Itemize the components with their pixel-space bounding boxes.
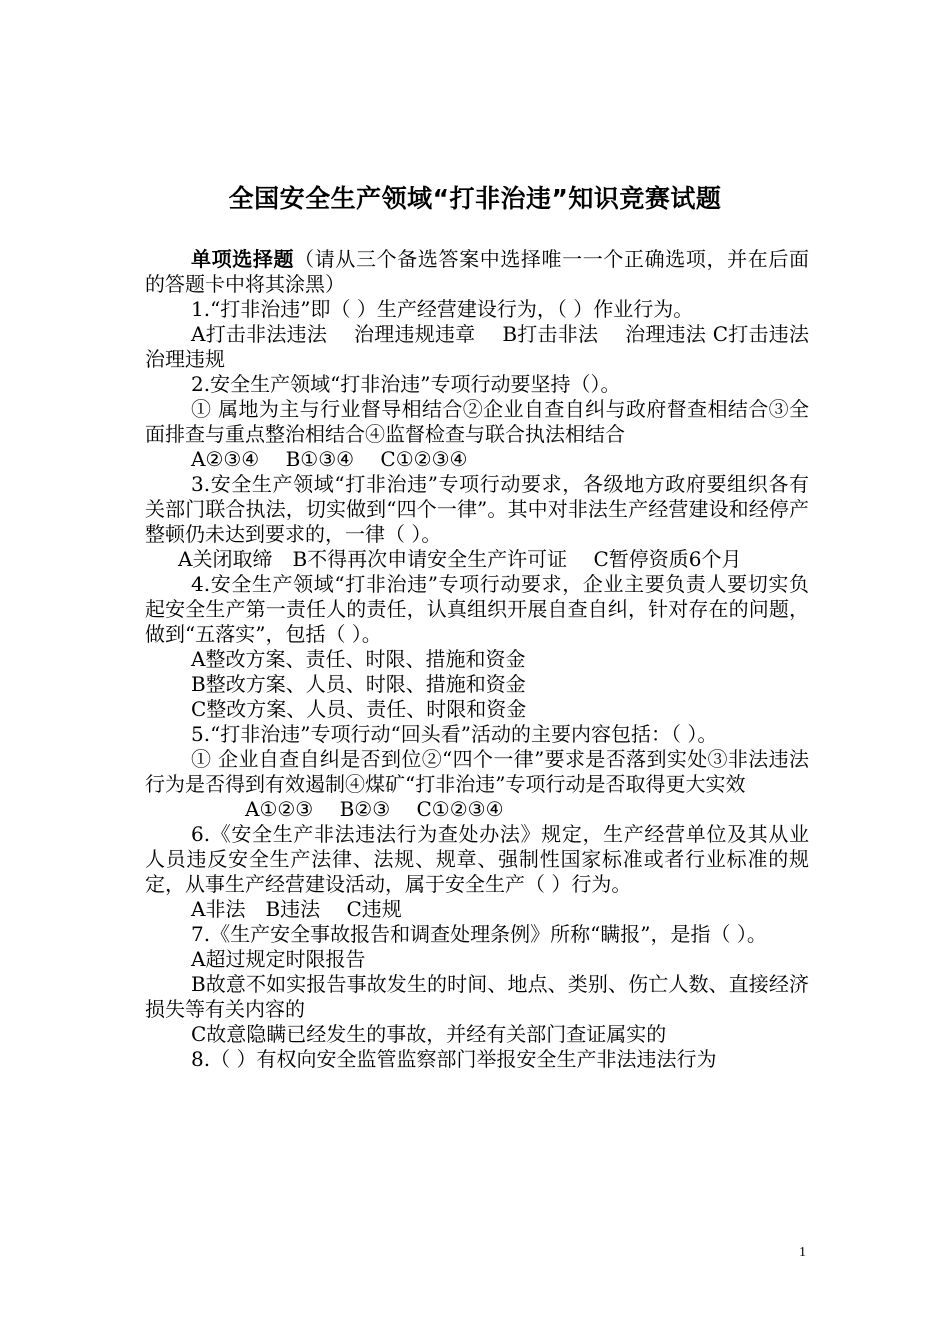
question-3-options: A关闭取缔 B不得再次申请安全生产许可证 C暂停资质6个月: [178, 547, 742, 571]
question-8: 8.（ ）有权向安全监管监察部门举报安全生产非法违法行为: [191, 1047, 717, 1071]
question-7: 7.《生产安全事故报告和调查处理条例》所称“瞒报”，是指（ ）。: [191, 922, 767, 946]
question-4: 4.安全生产领域“打非治违”专项行动要求，企业主要负责人要切实负起安全生产第一责任人的责任，认真组织开展自查自纠，针对存在的问题，做到“五落实”，包括（ ）。: [145, 572, 809, 646]
question-4-option-b: B整改方案、人员、时限、措施和资金: [191, 672, 526, 696]
question-6-options: A非法 B违法 C违规: [191, 897, 402, 921]
document-title: 全国安全生产领域“打非治违”知识竞赛试题: [228, 184, 722, 213]
page-number: 1: [799, 1245, 806, 1260]
question-2-statements: ① 属地为主与行业督导相结合②企业自查自纠与政府督查相结合③全面排查与重点整治相结合④监督检查与联合执法相结合: [145, 397, 809, 446]
question-1-options: A打击非法违法 治理违规违章 B打击非法 治理违法 C打击违法 治理违规: [145, 322, 836, 371]
question-6: 6.《安全生产非法违法行为查处办法》规定，生产经营单位及其从业人员违反安全生产法律、法规、规章、强制性国家标准或者行业标准的规定，从事生产经营建设活动，属于安全生产（ ）行为。: [145, 822, 809, 896]
section-heading: 单项选择题: [191, 247, 295, 271]
question-2: 2.安全生产领域“打非治违”专项行动要坚持（）。: [191, 372, 621, 396]
question-7-option-a: A超过规定时限报告: [191, 947, 366, 971]
question-5-options: A①②③ B②③ C①②③④: [245, 797, 504, 821]
question-5: 5.“打非治违”专项行动“回头看”活动的主要内容包括：（ ）。: [191, 722, 718, 746]
question-3: 3.安全生产领域“打非治违”专项行动要求，各级地方政府要组织各有关部门联合执法，切实做到“四个一律”。其中对非法生产经营建设和经停产整顿仍未达到要求的，一律（ ）。: [145, 472, 809, 546]
section-instruction: （请从三个备选答案中选择唯一一个正确选项，并在后面的答题卡中将其涂黑）: [145, 247, 810, 296]
question-2-options: A②③④ B①③④ C①②③④: [191, 447, 468, 471]
question-4-option-a: A整改方案、责任、时限、措施和资金: [191, 647, 526, 671]
section-intro: [145, 247, 809, 297]
question-7-option-b: B故意不如实报告事故发生的时间、地点、类别、伤亡人数、直接经济损失等有关内容的: [145, 972, 809, 1021]
question-7-option-c: C故意隐瞒已经发生的事故，并经有关部门查证属实的: [191, 1022, 667, 1046]
document-body: [145, 247, 836, 1072]
question-4-option-c: C整改方案、人员、责任、时限和资金: [191, 697, 527, 721]
question-1: 1.“打非治违”即（ ）生产经营建设行为，（ ）作业行为。: [191, 297, 694, 321]
question-5-statements: ① 企业自查自纠是否到位②“四个一律”要求是否落到实处③非法违法行为是否得到有效遏制④煤矿“打非治违”专项行动是否取得更大实效: [145, 747, 809, 796]
